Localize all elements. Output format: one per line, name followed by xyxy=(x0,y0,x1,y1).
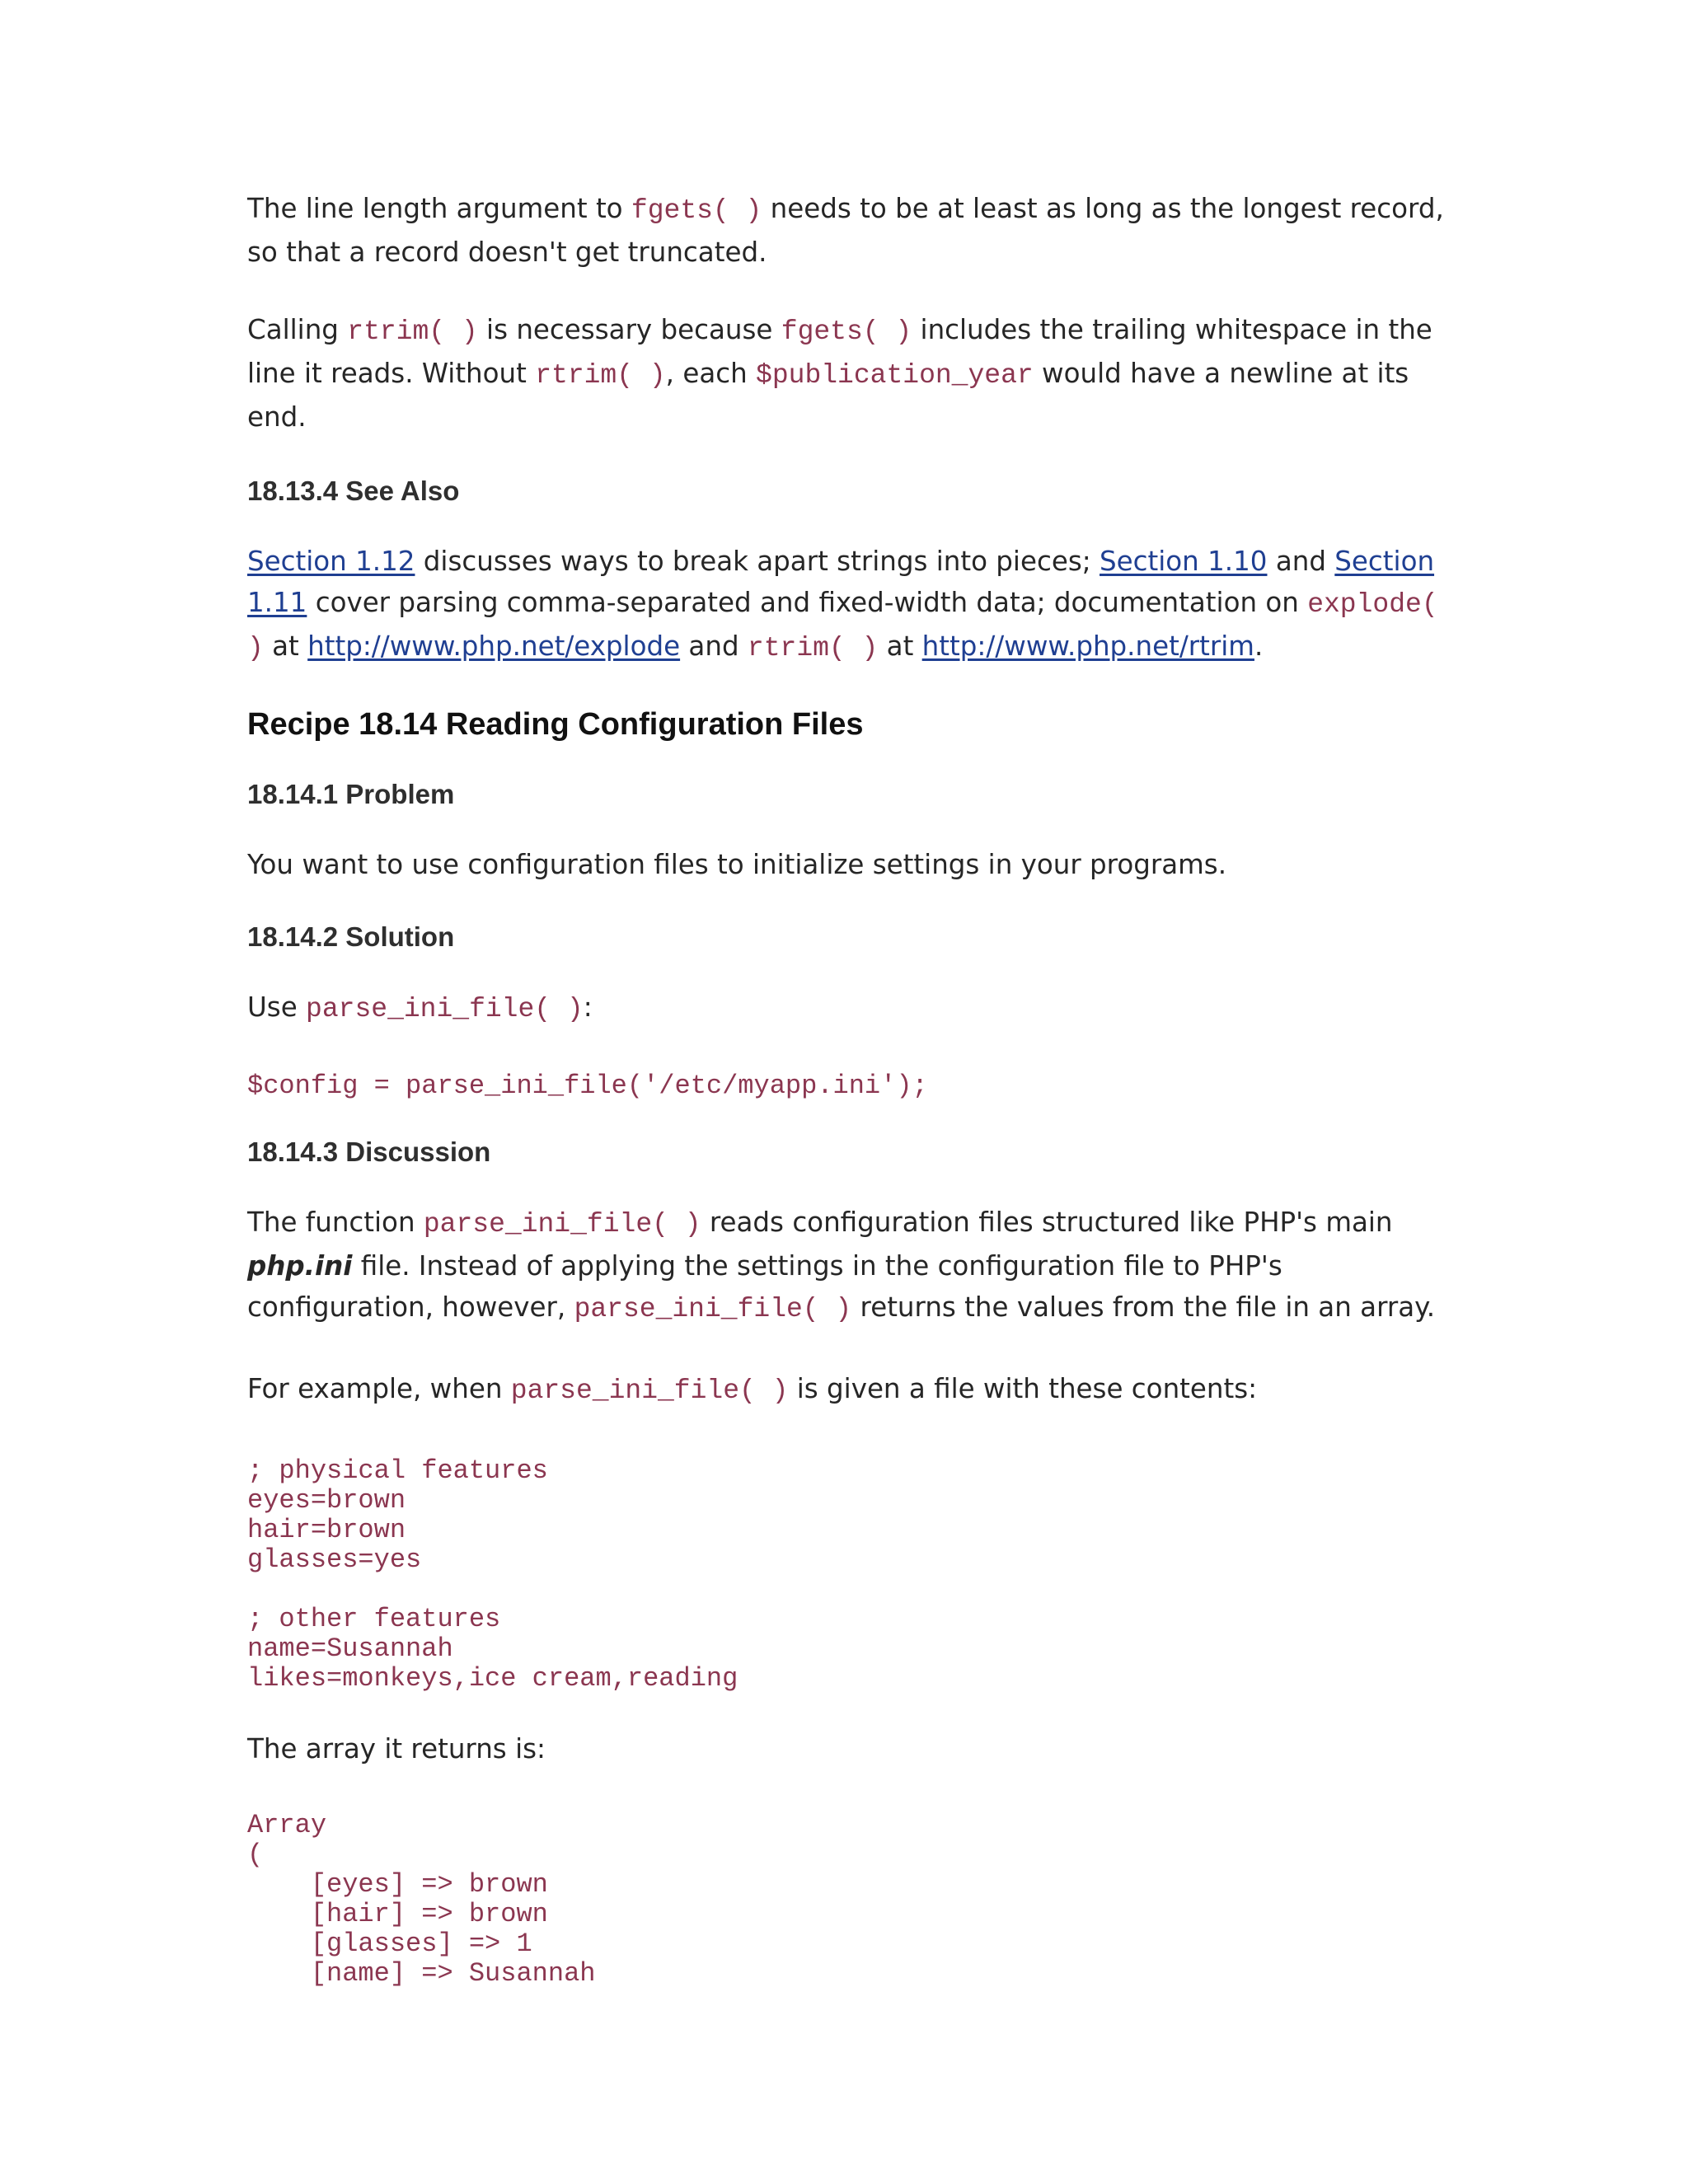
recipe-title: Recipe 18.14 Reading Configuration Files xyxy=(247,707,864,742)
text: Calling xyxy=(247,314,348,345)
paragraph-array-returns: The array it returns is: xyxy=(247,1733,546,1765)
text: includes the trailing whitespace in the line it reads. Without xyxy=(247,314,1432,389)
text: and xyxy=(680,630,748,662)
text: discusses ways to break apart strings into pieces; xyxy=(415,546,1100,577)
link-section-1-10[interactable]: Section 1.10 xyxy=(1100,546,1268,577)
document-page xyxy=(247,188,1451,1989)
text: needs to be at least as long as the longest record, so that a record doesn't get truncated. xyxy=(247,193,1444,268)
section-heading-problem: 18.14.1 Problem xyxy=(247,779,455,809)
text: file. Instead of applying the settings in the configuration file to PHP's configuration, however, xyxy=(247,1250,1282,1323)
text: The function xyxy=(247,1207,424,1238)
inline-code-publication-year: $publication_year xyxy=(756,360,1034,391)
paragraph-discussion xyxy=(247,1202,1451,1330)
inline-code-fgets: fgets( ) xyxy=(781,316,912,347)
text: would have a newline at its end. xyxy=(247,358,1409,433)
text: : xyxy=(583,991,593,1023)
inline-code-parse-ini-file: parse_ini_file( ) xyxy=(423,1209,701,1240)
inline-code-parse-ini-file: parse_ini_file( ) xyxy=(510,1376,789,1406)
paragraph-line-length xyxy=(247,188,1451,273)
text: is necessary because xyxy=(477,314,781,345)
paragraph-problem: You want to use configuration files to initialize settings in your programs. xyxy=(247,849,1227,880)
paragraph-solution xyxy=(247,987,1451,1030)
paragraph-example xyxy=(247,1368,1451,1412)
text: and xyxy=(1267,546,1335,577)
inline-code-rtrim: rtrim( ) xyxy=(747,633,879,663)
text: at xyxy=(263,630,308,662)
code-block-ini-contents: ; physical features eyes=brown hair=brown glasses=yes ; other features name=Susannah likes=monkeys,ice cream,reading xyxy=(247,1455,738,1694)
text: Use xyxy=(247,991,307,1023)
text: , each xyxy=(665,358,757,389)
code-block-array-output: Array ( [eyes] => brown [hair] => brown [glasses] => 1 [name] => Susannah xyxy=(247,1810,596,1989)
inline-code-explode: explode( ) xyxy=(247,589,1438,663)
section-heading-discussion: 18.14.3 Discussion xyxy=(247,1137,491,1167)
code-block-solution: $config = parse_ini_file('/etc/myapp.ini'); xyxy=(247,1071,928,1101)
paragraph-see-also xyxy=(247,541,1451,669)
text: . xyxy=(1254,630,1264,662)
section-heading-solution: 18.14.2 Solution xyxy=(247,921,455,952)
text: returns the values from the file in an array. xyxy=(851,1291,1436,1323)
link-section-1-12[interactable]: Section 1.12 xyxy=(247,546,415,577)
inline-code-fgets: fgets( ) xyxy=(631,195,762,226)
text: reads configuration files structured like PHP's main xyxy=(701,1207,1393,1238)
link-php-rtrim[interactable]: http://www.php.net/rtrim xyxy=(921,630,1254,662)
inline-code-rtrim: rtrim( ) xyxy=(347,316,478,347)
text: For example, when xyxy=(247,1373,511,1404)
link-php-explode[interactable]: http://www.php.net/explode xyxy=(307,630,681,662)
text: The line length argument to xyxy=(247,193,631,224)
inline-code-rtrim: rtrim( ) xyxy=(535,360,666,391)
text: is given a file with these contents: xyxy=(788,1373,1258,1404)
inline-code-parse-ini-file: parse_ini_file( ) xyxy=(306,994,584,1024)
inline-code-parse-ini-file: parse_ini_file( ) xyxy=(574,1294,852,1324)
paragraph-rtrim xyxy=(247,309,1451,438)
text: at xyxy=(878,630,922,662)
text: cover parsing comma-separated and fixed-width data; documentation on xyxy=(307,587,1308,618)
filename-php-ini: php.ini xyxy=(247,1250,353,1282)
section-heading-see-also: 18.13.4 See Also xyxy=(247,476,460,506)
link-section-1-11[interactable]: Section 1.11 xyxy=(247,546,1435,618)
